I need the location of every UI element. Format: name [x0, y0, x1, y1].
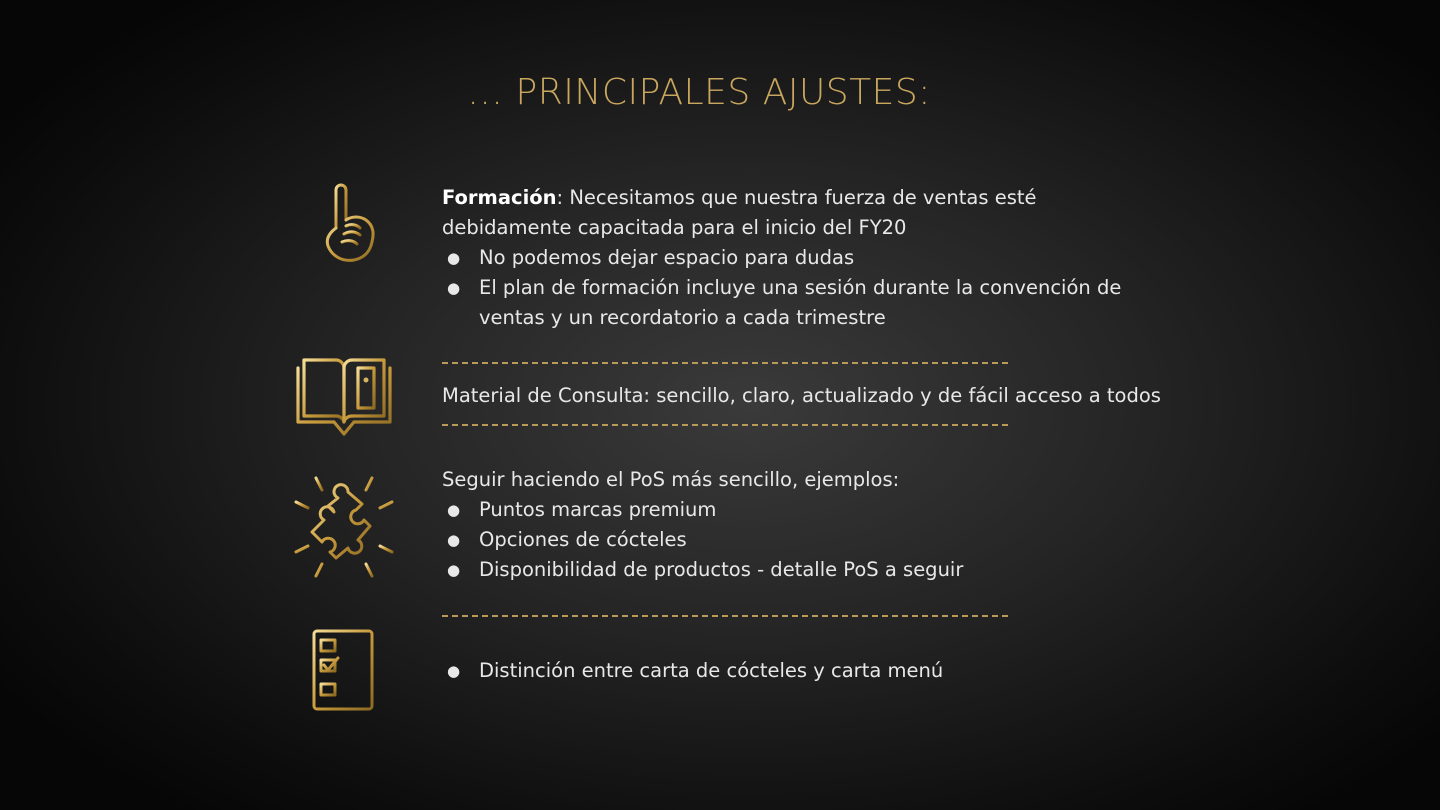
list-item: ● Puntos marcas premium: [442, 495, 1122, 525]
menu-block: [442, 656, 1122, 686]
list-item: ● Opciones de cócteles: [442, 525, 1122, 555]
section-divider: [442, 424, 1008, 426]
training-heading: Formación: [442, 186, 557, 209]
section-divider: [442, 362, 1008, 364]
list-item: ● Disponibilidad de productos - detalle PoS a seguir: [442, 555, 1122, 585]
pos-bullet-list: [442, 495, 1122, 585]
section-divider: [442, 615, 1008, 617]
slide-title: … PRINCIPALES AJUSTES:: [467, 72, 931, 113]
pos-block: [442, 465, 1122, 585]
puzzle-burst-icon: [288, 466, 400, 588]
training-intro: [442, 183, 1122, 243]
reference-text: Material de Consulta: sencillo, claro, actualizado y de fácil acceso a todos: [442, 384, 1161, 407]
checklist-icon: [311, 628, 375, 712]
training-bullet-list: [442, 243, 1122, 333]
list-item: ● El plan de formación incluye una sesión durante la convención de ventas y un recordatorio a cada trimestre: [442, 273, 1122, 333]
list-item: ● No podemos dejar espacio para dudas: [442, 243, 1122, 273]
menu-bullet-list: [442, 656, 1122, 686]
raised-index-finger-icon: [316, 180, 380, 276]
open-book-info-icon: [294, 356, 394, 438]
training-block: [442, 183, 1122, 333]
training-intro-text: : Necesitamos que nuestra fuerza de ventas esté debidamente capacitada para el inicio del FY20: [442, 186, 1037, 239]
pos-intro: Seguir haciendo el PoS más sencillo, ejemplos:: [442, 468, 900, 491]
list-item: ● Distinción entre carta de cócteles y carta menú: [442, 656, 1122, 686]
